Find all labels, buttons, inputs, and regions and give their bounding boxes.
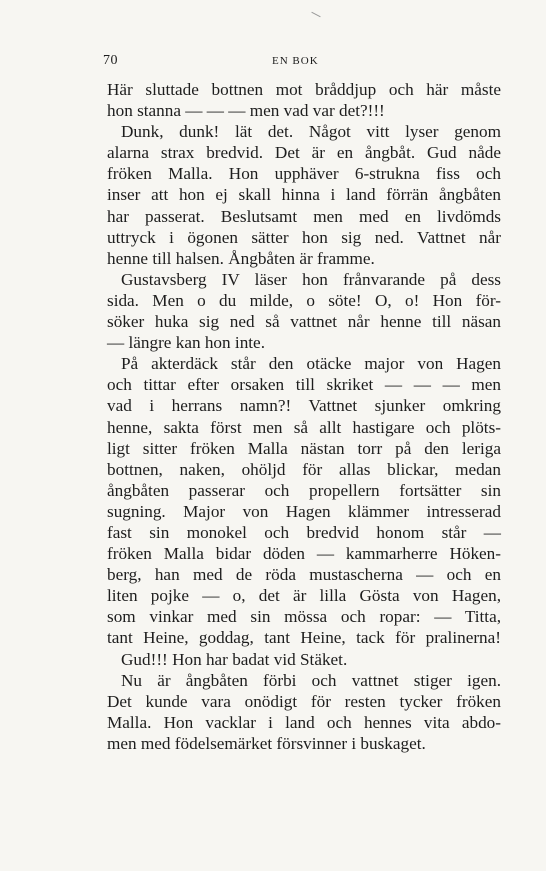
text-line: henne till halsen. Ångbåten är framme.: [107, 248, 375, 268]
text-line: har passerat. Beslutsamt men med en livdömds: [107, 206, 501, 226]
text-line: fast sin monokel och bredvid honom står —: [107, 522, 501, 542]
text-line: fröken Malla. Hon upphäver 6-strukna fiss och: [107, 164, 501, 184]
text-line: Det kunde vara onödigt för resten tycker fröken: [107, 691, 501, 711]
text-line: Gud!!! Hon har badat vid Stäket.: [121, 649, 348, 669]
text-line: men med födelsemärket försvinner i buskaget.: [107, 733, 426, 753]
text-line: och tittar efter orsaken till skriket — — — men: [107, 375, 501, 395]
text-line: Gustavsberg IV läser hon frånvarande på dess: [121, 269, 501, 289]
text-line: tant Heine, goddag, tant Heine, tack för pralinerna!: [107, 628, 501, 648]
text-line: henne, sakta först men så allt hastigare och plöts-: [107, 417, 501, 437]
text-line: liten pojke — o, det är lilla Gösta von Hagen,: [107, 586, 501, 606]
text-line: Dunk, dunk! lät det. Något vitt lyser genom: [121, 122, 501, 142]
text-line: ligt sitter fröken Malla nästan torr på den leriga: [107, 438, 501, 458]
text-line: sida. Men o du milde, o söte! O, o! Hon för-: [107, 290, 501, 310]
text-line: Malla. Hon vacklar i land och hennes vita abdo-: [107, 712, 501, 732]
text-line: På akterdäck står den otäcke major von Hagen: [121, 354, 501, 374]
text-line: Nu är ångbåten förbi och vattnet stiger igen.: [121, 670, 501, 690]
text-line: söker huka sig ned så vattnet når henne till näsan: [107, 312, 501, 332]
body-text: [107, 79, 501, 754]
text-line: sugning. Major von Hagen klämmer intresserad: [107, 501, 501, 521]
text-line: som vinkar med sin mössa och ropar: — Titta,: [107, 607, 501, 627]
text-line: alarna strax bredvid. Det är en ångbåt. Gud nåde: [107, 143, 501, 163]
text-line: ångbåten passerar och propellern fortsätter sin: [107, 480, 501, 500]
text-line: inser att hon ej skall hinna i land förrän ångbåten: [107, 185, 501, 205]
page-number: 70: [103, 53, 118, 68]
text-line: fröken Malla bidar döden — kammarherre Höken-: [107, 544, 501, 564]
text-line: — längre kan hon inte.: [107, 333, 265, 353]
print-speck: [311, 12, 320, 18]
running-title: EN BOK: [272, 55, 319, 67]
text-line: uttryck i ögonen sätter hon sig ned. Vattnet når: [107, 227, 501, 247]
text-line: vad i herrans namn?! Vattnet sjunker omkring: [107, 396, 501, 416]
text-line: berg, han med de röda mustascherna — och en: [107, 565, 501, 585]
text-line: bottnen, naken, ohöljd för allas blickar, medan: [107, 459, 501, 479]
text-line: Här sluttade bottnen mot bråddjup och här måste: [107, 80, 501, 99]
text-line: hon stanna — — — men vad var det?!!!: [107, 101, 385, 121]
